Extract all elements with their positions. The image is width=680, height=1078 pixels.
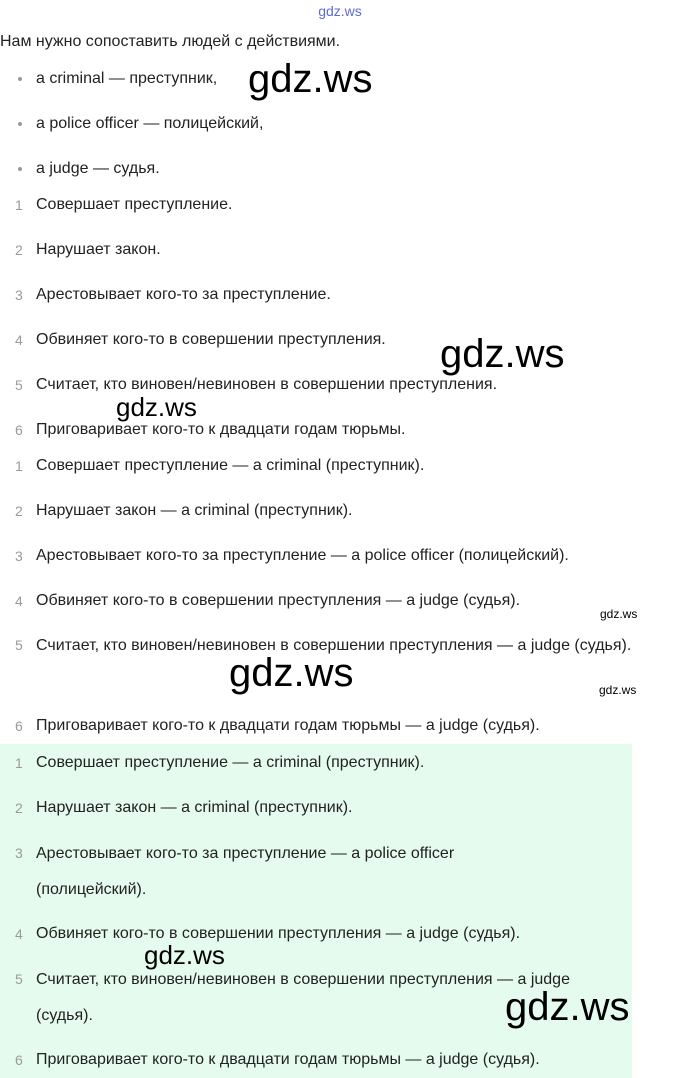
item-number: 3: [15, 845, 23, 861]
watermark: gdz.ws: [599, 683, 637, 697]
action-text: Обвиняет кого-то в совершении преступления.: [36, 331, 386, 348]
item-number: 3: [15, 548, 23, 564]
item-number: 2: [15, 242, 23, 258]
item-number: 4: [15, 332, 23, 348]
person-text: a judge — судья.: [36, 160, 160, 177]
action-text: Арестовывает кого-то за преступление.: [36, 286, 331, 303]
site-watermark-top: gdz.ws: [318, 3, 362, 19]
item-number: 4: [15, 593, 23, 609]
watermark: gdz.ws: [248, 57, 373, 101]
person-text: a police officer — полицейский,: [36, 115, 264, 132]
match-text: Арестовывает кого-то за преступление — a police officer (полицейский).: [36, 547, 569, 564]
answer-text: Арестовывает кого-то за преступление — a police officer (полицейский).: [36, 845, 455, 898]
watermark: gdz.ws: [144, 940, 225, 970]
action-text: Приговаривает кого-то к двадцати годам тюрьмы.: [36, 421, 406, 438]
action-text: Совершает преступление.: [36, 196, 233, 213]
match-text: Нарушает закон — a criminal (преступник).: [36, 502, 353, 519]
watermark: gdz.ws: [116, 392, 197, 422]
action-text: Считает, кто виновен/невиновен в совершении преступления.: [36, 376, 498, 393]
item-number: 1: [15, 755, 23, 771]
item-number: 4: [15, 926, 23, 942]
answer-text: Совершает преступление — a criminal (преступник).: [36, 754, 425, 771]
answer-text: Обвиняет кого-то в совершении преступления — a judge (судья).: [36, 925, 521, 942]
answer-text: Нарушает закон — a criminal (преступник).: [36, 799, 353, 816]
item-number: 6: [15, 718, 23, 734]
item-number: 6: [15, 422, 23, 438]
intro-text: Нам нужно сопоставить людей с действиями.: [0, 33, 341, 50]
item-number: 1: [15, 458, 23, 474]
watermark: gdz.ws: [440, 332, 565, 376]
item-number: 5: [15, 971, 23, 987]
watermark: gdz.ws: [505, 985, 630, 1029]
match-text: Совершает преступление — a criminal (преступник).: [36, 457, 425, 474]
answer-text: Приговаривает кого-то к двадцати годам тюрьмы — a judge (судья).: [36, 1051, 540, 1068]
match-text: Обвиняет кого-то в совершении преступления — a judge (судья).: [36, 592, 521, 609]
watermark: gdz.ws: [600, 607, 638, 621]
item-number: 5: [15, 377, 23, 393]
item-number: 6: [15, 1052, 23, 1068]
person-text: a criminal — преступник,: [36, 70, 218, 87]
item-number: 2: [15, 503, 23, 519]
item-number: 5: [15, 637, 23, 653]
action-text: Нарушает закон.: [36, 241, 161, 258]
match-text: Приговаривает кого-то к двадцати годам тюрьмы — a judge (судья).: [36, 717, 540, 734]
item-number: 2: [15, 800, 23, 816]
item-number: 1: [15, 197, 23, 213]
item-number: 3: [15, 287, 23, 303]
bullet-icon: [18, 122, 22, 126]
match-text: Считает, кто виновен/невиновен в совершении преступления — a judge (судья).: [36, 637, 632, 654]
watermark: gdz.ws: [229, 651, 354, 695]
answer-text: Считает, кто виновен/невиновен в совершении преступления — a judge (судья).: [36, 971, 570, 1024]
bullet-icon: [18, 77, 22, 81]
bullet-icon: [18, 167, 22, 171]
